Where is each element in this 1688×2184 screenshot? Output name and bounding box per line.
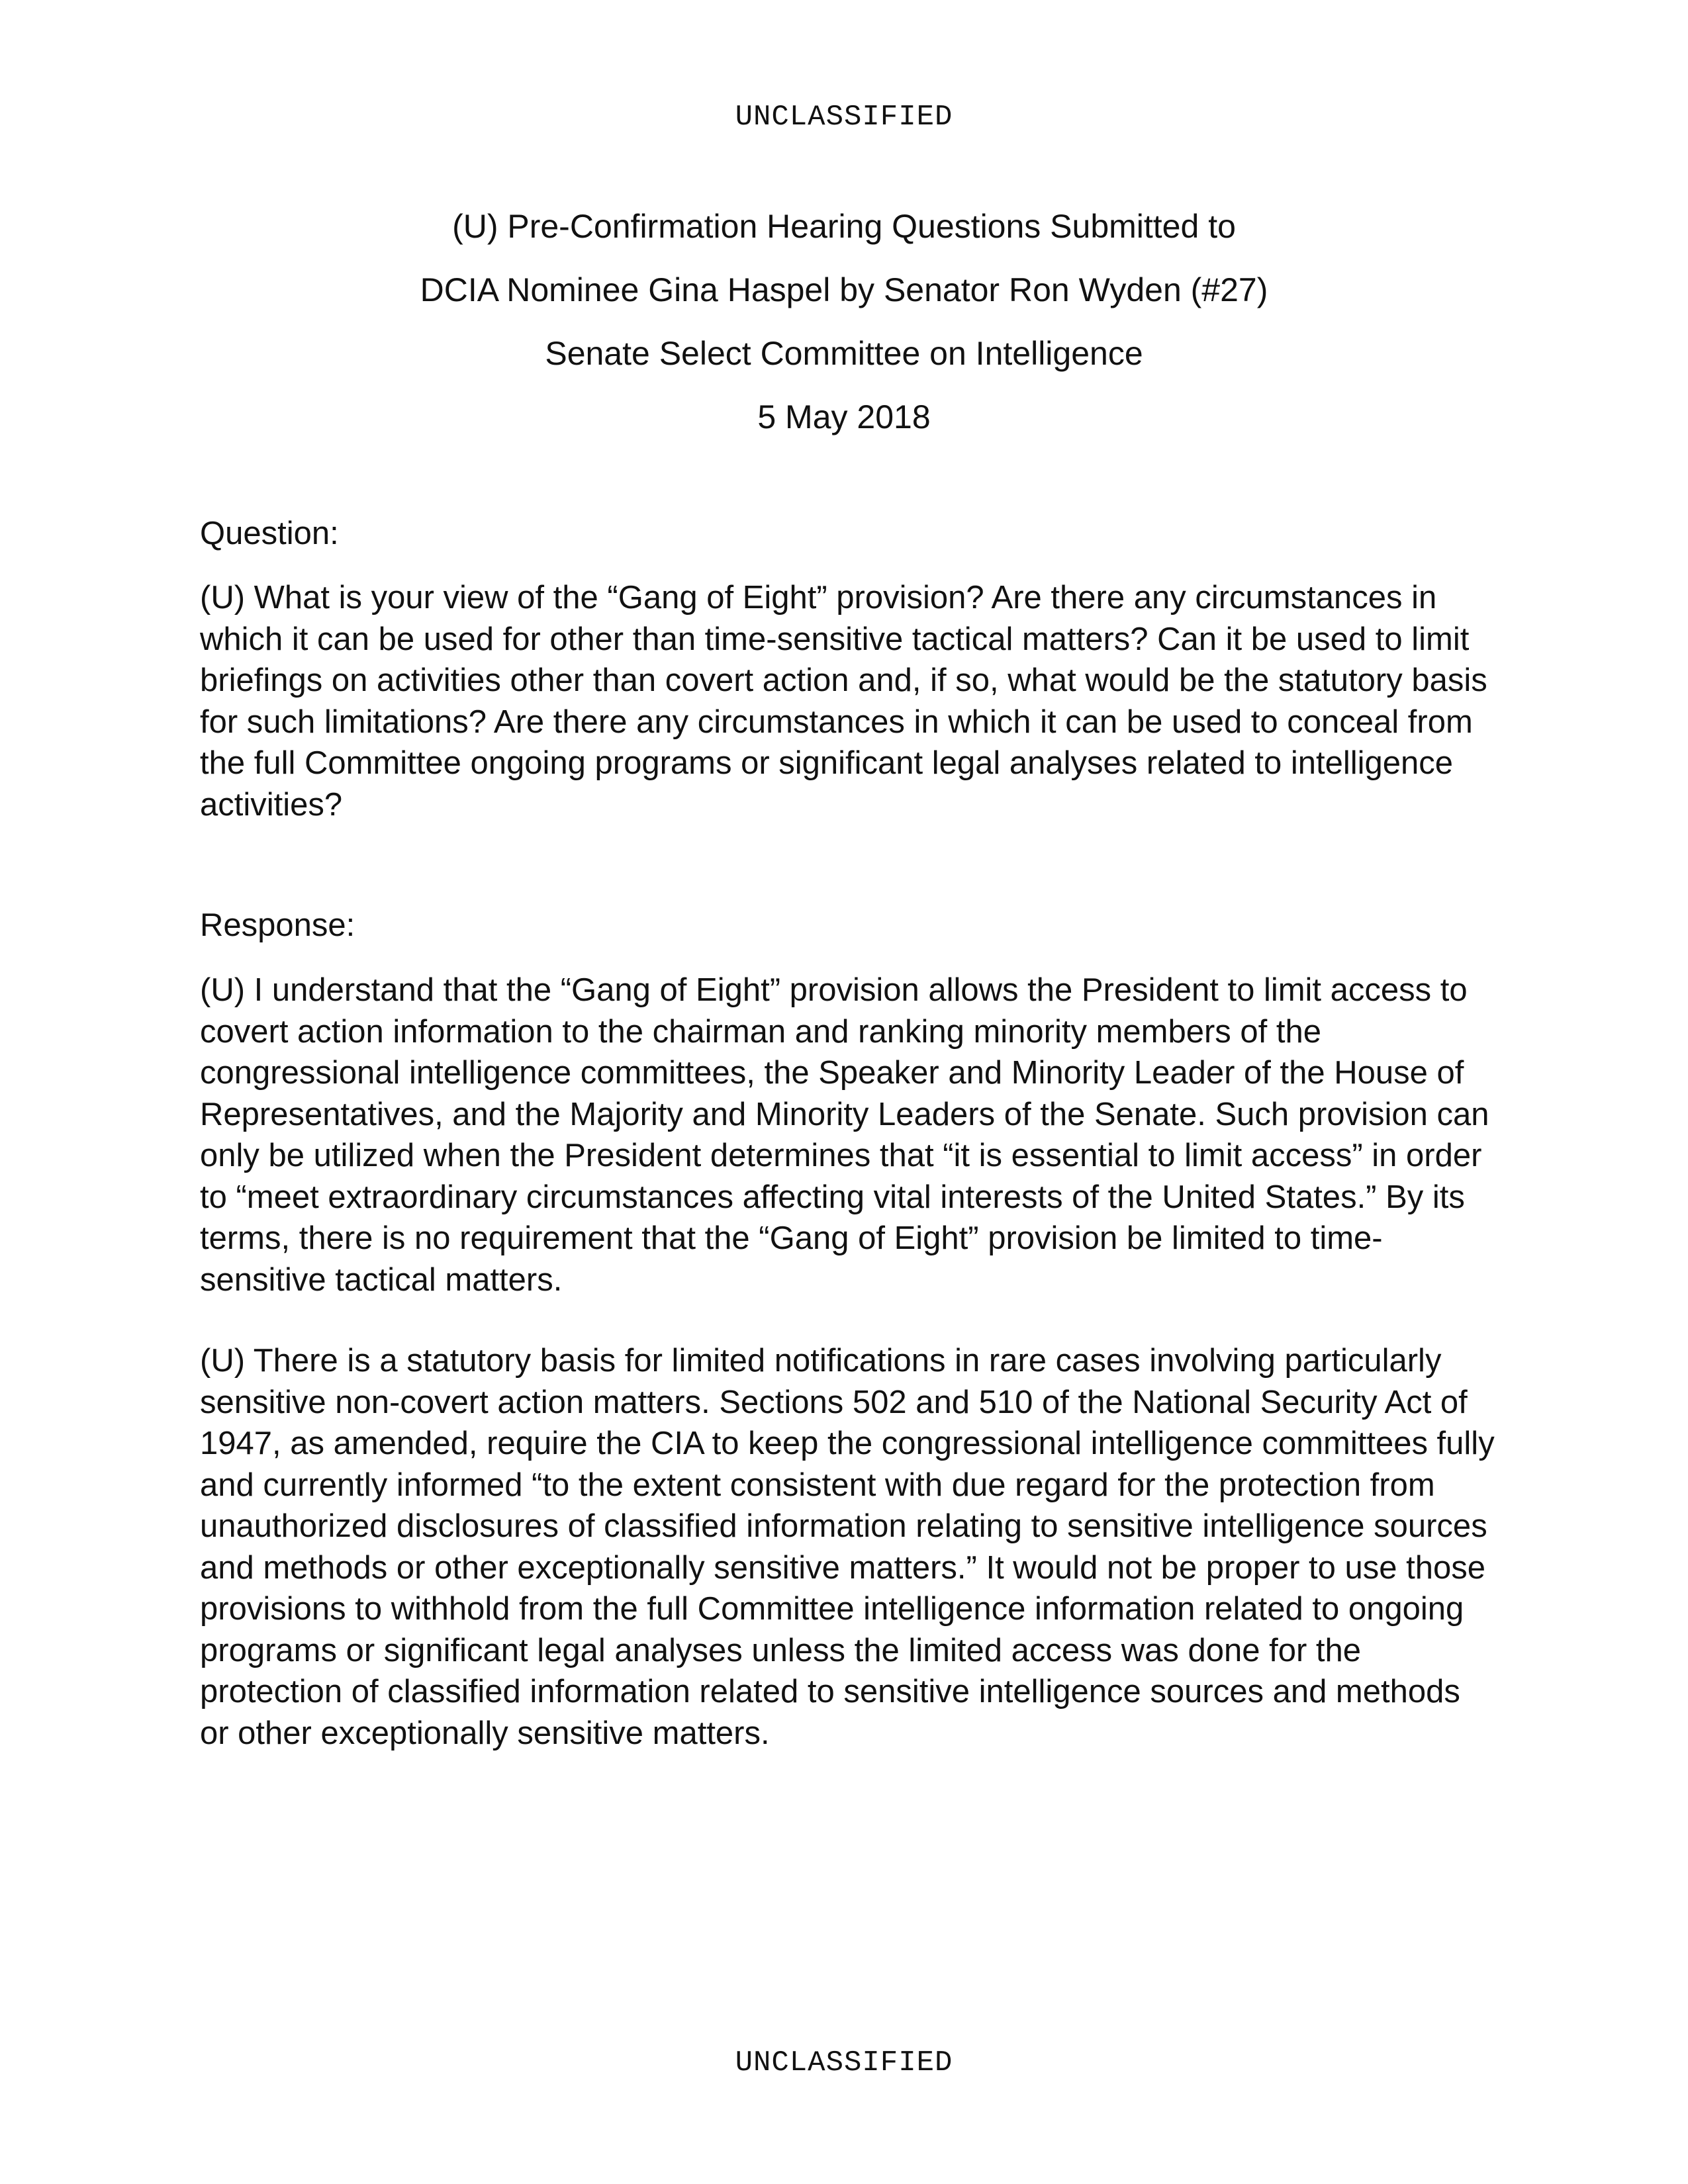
response-paragraph-2: (U) There is a statutory basis for limited notifications in rare cases involving particularly sensitive non-covert action matters. Sections 502 and 510 of the National Security Act of 1947, as amended, require the CIA to keep the congressional intelligence committees fully and currently informed “to the extent consistent with due regard for the protection from unauthorized disclosures of classified information relating to sensitive intelligence sources and methods or other exceptionally sensitive matters.” It would not be proper to use those provisions to withhold from the full Committee intelligence information related to ongoing programs or significant legal analyses unless the limited access was done for the protection of classified information related to sensitive intelligence sources and methods or other exceptionally sensitive matters.	[200, 1343, 1495, 1751]
response-section-1	[200, 970, 1497, 1300]
title-line-2: DCIA Nominee Gina Haspel by Senator Ron Wyden (#27)	[420, 271, 1268, 308]
response-section-2	[200, 1340, 1497, 1754]
question-label: Question:	[200, 516, 339, 551]
document-title	[0, 195, 1688, 449]
question-paragraph: (U) What is your view of the “Gang of Eight” provision? Are there any circumstances in which it can be used for other than time-sensitive tactical matters? Can it be used to limit briefings on activities other than covert action and, if so, what would be the statutory basis for such limitations? Are there any circumstances in which it can be used to conceal from the full Committee ongoing programs or significant legal analyses related to intelligence activities?	[200, 580, 1487, 823]
classification-marking-top: UNCLASSIFIED	[735, 101, 953, 134]
classification-marking-bottom: UNCLASSIFIED	[735, 2046, 953, 2079]
title-date: 5 May 2018	[757, 398, 931, 435]
title-line-3: Senate Select Committee on Intelligence	[545, 335, 1143, 372]
response-label: Response:	[200, 907, 355, 943]
response-paragraph-1: (U) I understand that the “Gang of Eight” provision allows the President to limit access to covert action information to the chairman and ranking minority members of the congressional intelligence committees, the Speaker and Minority Leader of the House of Representatives, and the Majority and Minority Leaders of the Senate. Such provision can only be utilized when the President determines that “it is essential to limit access” in order to “meet extraordinary circumstances affecting vital interests of the United States.” By its terms, there is no requirement that the “Gang of Eight” provision be limited to time-sensitive tactical matters.	[200, 972, 1489, 1298]
question-text	[200, 577, 1497, 825]
title-line-1: (U) Pre-Confirmation Hearing Questions Submitted to	[452, 208, 1236, 245]
